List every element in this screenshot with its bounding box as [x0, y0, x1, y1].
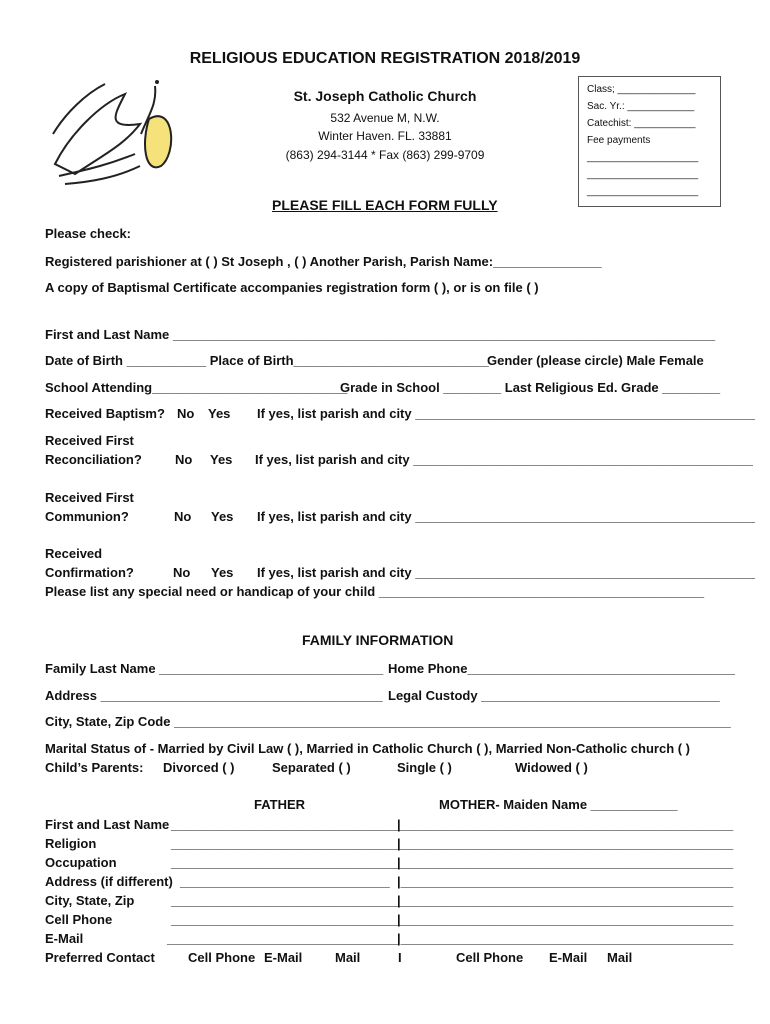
- communion-yes[interactable]: Yes: [211, 509, 234, 524]
- single-option[interactable]: Single ( ): [397, 760, 452, 775]
- office-catechist[interactable]: Catechist: ___________: [587, 118, 696, 129]
- church-name: St. Joseph Catholic Church: [293, 88, 477, 104]
- office-line-1[interactable]: ____________________: [587, 152, 699, 163]
- reconciliation-yes[interactable]: Yes: [210, 452, 233, 467]
- gender-field[interactable]: Gender (please circle) Male Female: [487, 353, 704, 368]
- preferred-contact-label: Preferred Contact: [45, 950, 155, 965]
- confirmation-label-2: Confirmation?: [45, 565, 134, 580]
- baptism-city-field[interactable]: If yes, list parish and city _______________________________________________: [257, 406, 756, 421]
- office-fee: Fee payments: [587, 135, 651, 146]
- mother-cell-field[interactable]: |______________________________________________: [397, 912, 734, 927]
- home-phone-field[interactable]: Home Phone_____________________________________: [388, 661, 735, 676]
- mother-email-field[interactable]: |______________________________________________: [397, 931, 734, 946]
- father-pref-email[interactable]: E-Mail: [264, 950, 303, 965]
- mother-occupation-field[interactable]: |______________________________________________: [397, 855, 734, 870]
- family-last-name-field[interactable]: Family Last Name _______________________________: [45, 661, 384, 676]
- communion-city-field[interactable]: If yes, list parish and city _______________________________________________: [257, 509, 756, 524]
- communion-no[interactable]: No: [174, 509, 192, 524]
- family-heading: FAMILY INFORMATION: [302, 632, 454, 648]
- baptism-label: Received Baptism?: [45, 406, 165, 421]
- father-pref-cell[interactable]: Cell Phone: [188, 950, 256, 965]
- parent-row-label: First and Last Name: [45, 817, 170, 832]
- reconciliation-no[interactable]: No: [175, 452, 193, 467]
- confirmation-yes[interactable]: Yes: [211, 565, 234, 580]
- student-name-field[interactable]: First and Last Name ___________________________________________________________________________: [45, 327, 716, 342]
- communion-label-1: Received First: [45, 490, 134, 505]
- parent-row-label: City, State, Zip: [45, 893, 135, 908]
- father-occupation-field[interactable]: ________________________________: [171, 855, 403, 870]
- baptism-no[interactable]: No: [177, 406, 195, 421]
- mother-heading[interactable]: MOTHER- Maiden Name ____________: [439, 797, 678, 812]
- father-address-field[interactable]: _____________________________: [180, 874, 390, 889]
- dob-place-field[interactable]: Date of Birth ___________ Place of Birth___________________________: [45, 353, 489, 368]
- father-heading: FATHER: [254, 797, 306, 812]
- confirmation-label-1: Received: [45, 546, 103, 561]
- father-name-field[interactable]: ________________________________: [171, 817, 403, 832]
- mother-religion-field[interactable]: |______________________________________________: [397, 836, 734, 851]
- mother-pref-mail[interactable]: Mail: [607, 950, 633, 965]
- church-phone: (863) 294-3144 * Fax (863) 299-9709: [285, 148, 485, 162]
- church-address-2: Winter Haven. FL. 33881: [318, 129, 452, 143]
- parent-row-label: Religion: [45, 836, 97, 851]
- baptism-yes[interactable]: Yes: [208, 406, 231, 421]
- confirmation-city-field[interactable]: If yes, list parish and city _______________________________________________: [257, 565, 756, 580]
- father-religion-field[interactable]: ________________________________: [171, 836, 403, 851]
- father-cell-field[interactable]: ________________________________: [171, 912, 403, 927]
- divorced-option[interactable]: Divorced ( ): [163, 760, 235, 775]
- special-needs-field[interactable]: Please list any special need or handicap of your child _____________________________________________: [45, 584, 705, 599]
- instruction-heading: PLEASE FILL EACH FORM FULLY: [272, 197, 498, 213]
- family-city-field[interactable]: City, State, Zip Code _____________________________________________________________________________: [45, 714, 731, 729]
- childs-parents-label: Child’s Parents:: [45, 760, 144, 775]
- legal-custody-field[interactable]: Legal Custody _________________________________: [388, 688, 720, 703]
- office-class[interactable]: Class; ______________: [587, 84, 696, 95]
- family-address-field[interactable]: Address _______________________________________: [45, 688, 383, 703]
- marital-status-line[interactable]: Marital Status of - Married by Civil Law ( ), Married in Catholic Church ( ), Married Non-Catholic church ( ): [45, 741, 691, 756]
- reconciliation-city-field[interactable]: If yes, list parish and city _______________________________________________: [255, 452, 754, 467]
- form-title: RELIGIOUS EDUCATION REGISTRATION 2018/2019: [189, 50, 581, 67]
- mother-address-field[interactable]: |______________________________________________: [397, 874, 734, 889]
- office-sac-yr[interactable]: Sac. Yr.: ____________: [587, 101, 695, 112]
- please-check-label: Please check:: [45, 226, 132, 241]
- office-use-box: [578, 76, 721, 207]
- reconciliation-label-2: Reconciliation?: [45, 452, 142, 467]
- parent-row-label: Address (if different): [45, 874, 173, 889]
- father-pref-mail[interactable]: Mail: [335, 950, 361, 965]
- father-city-field[interactable]: ________________________________: [171, 893, 403, 908]
- baptismal-cert-field[interactable]: A copy of Baptismal Certificate accompanies registration form ( ), or is on file ( ): [45, 280, 539, 295]
- father-email-field[interactable]: ________________________________: [167, 931, 399, 946]
- widowed-option[interactable]: Widowed ( ): [515, 760, 588, 775]
- parishioner-field[interactable]: Registered parishioner at ( ) St Joseph , ( ) Another Parish, Parish Name:_______________: [45, 254, 602, 269]
- confirmation-no[interactable]: No: [173, 565, 191, 580]
- parent-row-label: Occupation: [45, 855, 117, 870]
- office-line-3[interactable]: ____________________: [587, 186, 699, 197]
- parent-row-label: Cell Phone: [45, 912, 113, 927]
- mother-pref-email[interactable]: E-Mail: [549, 950, 588, 965]
- parent-row-label: E-Mail: [45, 931, 84, 946]
- office-line-2[interactable]: ____________________: [587, 169, 699, 180]
- separated-option[interactable]: Separated ( ): [272, 760, 351, 775]
- school-field[interactable]: School Attending___________________________: [45, 380, 348, 395]
- reconciliation-label-1: Received First: [45, 433, 134, 448]
- mother-name-field[interactable]: |______________________________________________: [397, 817, 734, 832]
- communion-label-2: Communion?: [45, 509, 129, 524]
- grade-field[interactable]: Grade in School ________ Last Religious Ed. Grade ________: [340, 380, 721, 395]
- mother-city-field[interactable]: |______________________________________________: [397, 893, 734, 908]
- church-address-1: 532 Avenue M, N.W.: [330, 111, 440, 125]
- dove-logo-icon: [45, 74, 193, 194]
- mother-pref-cell[interactable]: Cell Phone: [456, 950, 524, 965]
- column-separator: I: [398, 950, 402, 965]
